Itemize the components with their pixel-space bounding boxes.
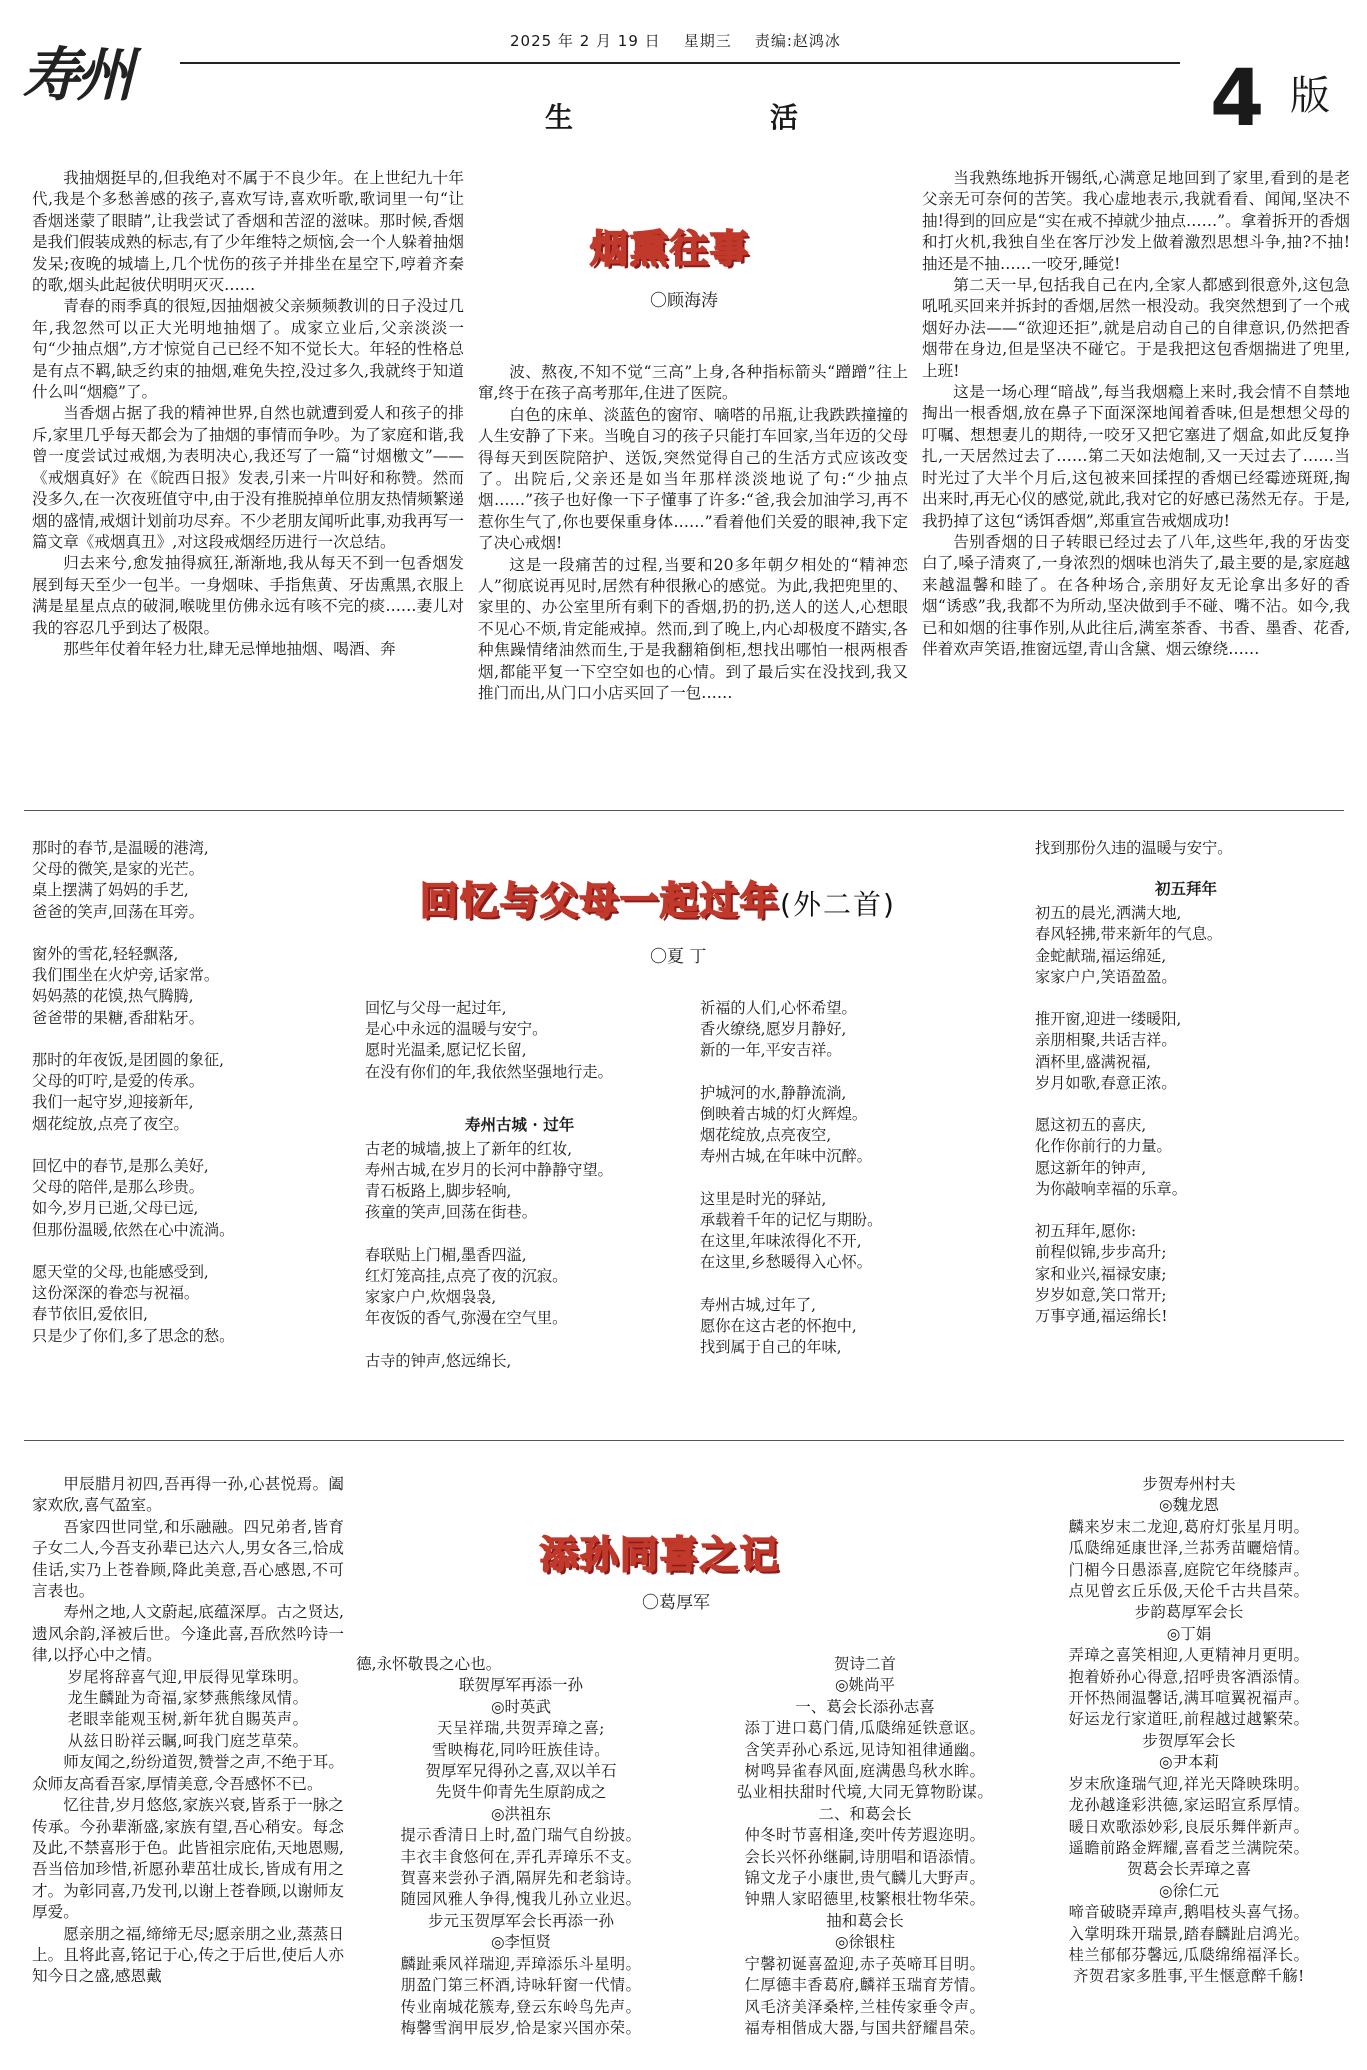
poem-heading: ◎尹本莉 bbox=[1158, 1753, 1220, 1772]
paragraph: 那些年仗着年轻力壮,肆无忌惮地抽烟、喝酒、奔 bbox=[63, 639, 396, 658]
verse-line: 龙孙越逢彩洪德,家运昭宣系厚情。 bbox=[1068, 1796, 1310, 1815]
paragraph: 波、熬夜,不知不觉“三高”上身,各种指标箭头“蹭蹭”往上窜,终于在孩子高考那年,住进了医院。 bbox=[478, 363, 908, 403]
newspaper-logo: 寿州 bbox=[22, 41, 131, 109]
poem-heading: ◎徐仁元 bbox=[1158, 1881, 1220, 1900]
verse-line: 齐贺君家多胜事,平生惬意醉千觞! bbox=[1073, 1967, 1305, 1986]
verse-line: 瓜瓞绵延康世泽,兰荪秀苗曬焙情。 bbox=[1068, 1539, 1310, 1558]
section-char-2: 活 bbox=[770, 101, 799, 134]
verse-line: 丰衣丰食悠何在,弄孔弄璋乐不支。 bbox=[400, 1847, 642, 1866]
verse-line: 随园风雅人争得,愧我儿孙立业迟。 bbox=[400, 1890, 642, 1909]
verse-line: 抱着娇孙心得意,招呼贵客酒添情。 bbox=[1068, 1667, 1310, 1686]
poem3-title: 初五拜年 bbox=[1155, 879, 1218, 899]
poem-heading: 联贺厚军再添一孙 bbox=[458, 1676, 583, 1695]
article2-col2b: 古老的城墙,披上了新年的红妆, 寿州古城,在岁月的长河中静静守望。 青石板路上,脚步轻响, 孩童的笑声,回荡在街巷。 春联贴上门楣,墨香四溢, 红灯笼高挂,点亮了夜的沉寂。 家家户户,炊烟袅袅, 年夜饭的香气,弥漫在空气里。 古寺的钟声,悠远绵长, bbox=[365, 1139, 613, 1370]
paragraph: 告别香烟的日子转眼已经过去了八年,这些年,我的牙齿变白了,嗓子清爽了,一身浓烈的烟味也消失了,最主要的是,家庭越来越温馨和睦了。在各种场合,亲朋好友无论拿出多好的香烟“诱惑”我,我都不为所动,坚决做到手不碰、嘴不沾。如今,我已和如烟的往事作别,从此往后,满室茶香、书香、墨香、花香,伴着欢声笑语,推窗远望,青山含黛、烟云缭绕…… bbox=[922, 532, 1350, 658]
verse-line: 賀喜来尝孙子酒,隔屏先和老翁诗。 bbox=[400, 1869, 642, 1888]
article1-col1 bbox=[32, 168, 464, 660]
verse-line: 入掌明珠开瑞景,踏春麟趾启鸿光。 bbox=[1068, 1924, 1310, 1943]
verse-line: 宁馨初诞喜盈迎,赤子英啼耳目明。 bbox=[744, 1954, 986, 1973]
verse-line: 天呈祥瑞,共贺弄璋之喜; bbox=[437, 1719, 605, 1738]
article2-col4b: 初五的晨光,洒满大地, 春风轻拂,带来新年的气息。 金蛇献瑞,福运绵延, 家家户户,笑语盈盈。 推开窗,迎进一缕暖阳, 亲朋相聚,共话吉祥。 酒杯里,盛满祝福, 岁月如歌,春意正浓。 愿这初五的喜庆, 化作你前行的力量。 愿这新年的钟声, 为你敲响幸福的乐章。 初五拜年,愿你: 前程似锦,步步高升; 家和业兴,福禄安康; 岁岁如意,笑口常开; 万事亨通,福运绵长! bbox=[1035, 904, 1223, 1326]
paragraph: 归去来兮,愈发抽得疯狂,渐渐地,我从每天不到一包香烟发展到每天至少一包半。一身烟味、手指焦黄、牙齿熏黑,衣服上满是星星点点的破洞,喉咙里仿佛永远有咳不完的痰……妻儿对我的容忍几乎到达了极限。 bbox=[32, 554, 464, 637]
verse-line: 朋盈门第三杯酒,诗咏轩窗一代情。 bbox=[400, 1976, 642, 1995]
poem-heading: 贺厚军兄得孙之喜,双以羊石 bbox=[425, 1762, 617, 1781]
verse-line: 老眼幸能观玉树,新年犹自賜英声。 bbox=[67, 1710, 309, 1729]
verse-line: 门楣今日愚添喜,庭院它年绕膝声。 bbox=[1068, 1560, 1310, 1579]
paragraph: 这是一场心理“暗战”,每当我烟瘾上来时,我会情不自禁地掏出一根香烟,放在鼻子下面深深地闻着香味,但是想想父母的叮嘱、想想妻儿的期待,一咬牙又把它塞进了烟盒,如此反复挣扎,一天居然过去了……第二天如法炮制,又一天过去了……当时光过了大半个月后,这包被来回揉捏的香烟已经霉迹斑斑,掏出来时,再无心仪的感觉,就此,我对它的好感已荡然无存。于是,我扔掉了这包“诱饵香烟”,郑重宣告戒烟成功! bbox=[922, 383, 1350, 530]
poem-heading: 步贺厚军会长 bbox=[1142, 1731, 1236, 1750]
verse-line: 梅馨雪润甲辰岁,恰是家兴国亦荣。 bbox=[400, 2018, 642, 2037]
verse-line: 麟趾乘风祥瑞迎,弄璋添乐斗星明。 bbox=[400, 1954, 642, 1973]
poem-heading: 一、葛会长添孙志喜 bbox=[795, 1697, 935, 1716]
poem-heading: 二、和葛会长 bbox=[818, 1804, 912, 1823]
verse-line: 开怀热闹温馨话,满耳喧翼祝福声。 bbox=[1068, 1689, 1310, 1708]
editor: 责编:赵鸿冰 bbox=[754, 32, 841, 50]
article3-col2 bbox=[356, 1654, 686, 2039]
article3-col3 bbox=[700, 1654, 1030, 2039]
verse-line: 含笑弄孙心系远,见诗知祖律通幽。 bbox=[744, 1740, 986, 1759]
paragraph: 当香烟占据了我的精神世界,自然也就遭到爱人和孩子的排斥,家里几乎每天都会为了抽烟的事情而争吵。为了家庭和谐,我曾一度尝试过戒烟,为表明决心,我还写了一篇“讨烟檄文”——《戒烟真好》在《皖西日报》发表,引来一片叫好和称赞。然而没多久,在一次夜班值守中,由于没有推脱掉单位朋友热情频繁递烟的盛情,戒烟计划前功尽弃。不少老朋友闻听此事,劝我再写一篇文章《戒烟真丑》,对这段戒烟经历进行一次总结。 bbox=[32, 404, 464, 551]
verse-line: 桂兰郁郁芬馨远,瓜瓞绵绵福泽长。 bbox=[1068, 1945, 1310, 1964]
verse-line: 遥瞻前路金辉耀,喜看芝兰满院荣。 bbox=[1068, 1838, 1310, 1857]
poem-heading: 步韵葛厚军会长 bbox=[1134, 1603, 1244, 1622]
article2-title: 回忆与父母一起过年 bbox=[420, 879, 781, 923]
poem-heading: 先贤牛仰青先生原韵成之 bbox=[435, 1783, 607, 1802]
article2-title-block bbox=[420, 870, 896, 925]
article1-title: 烟熏往事 bbox=[590, 227, 751, 271]
article3-title: 添孙同喜之记 bbox=[540, 1533, 781, 1577]
paragraph: 寿州之地,人文蔚起,底蕴深厚。古之贤达,遗风余韵,泽被后世。今逢此喜,吾欣然吟诗一律,以抒心中之情。 bbox=[32, 1603, 344, 1665]
paragraph: 甲辰腊月初四,吾再得一孙,心甚悦焉。阖家欢欣,喜气盈室。 bbox=[32, 1475, 344, 1515]
date: 2025 年 2 月 19 日 bbox=[510, 32, 661, 50]
article2-col2 bbox=[365, 998, 695, 1372]
paragraph: 忆往昔,岁月悠悠,家族兴衰,皆系于一脉之传承。今孙辈渐盛,家族有望,吾心稍安。每念及此,不禁喜形于色。此皆祖宗庇佑,天地恩赐,吾当倍加珍惜,祈愿孙辈茁壮成长,皆成有用之才。为彰同喜,乃发刊,以谢上苍眷顾,以谢师友厚爱。 bbox=[32, 1796, 344, 1922]
section-divider-1 bbox=[24, 810, 1344, 811]
verse-line: 雪映梅花,同吟旺族佳诗。 bbox=[432, 1740, 610, 1759]
verse-line: 风毛济美泽桑梓,兰桂传家垂令声。 bbox=[744, 1997, 986, 2016]
poem-heading: ◎李恒贤 bbox=[490, 1933, 552, 1952]
poem-heading: ◎洪祖东 bbox=[490, 1804, 552, 1823]
paragraph: 白色的床单、淡蓝色的窗帘、嘀嗒的吊瓶,让我跌跌撞撞的人生安静了下来。当晚自习的孩子只能打车回家,当年迈的父母得每天到医院陪护、送饭,突然觉得自己的生活方式应该改变了。出院后,父亲还是如当年那样淡淡地说了句:“少抽点烟……”孩子也好像一下子懂事了许多:“爸,我会加油学习,再不惹你生气了,你也要保重身体……”看着他们关爱的眼神,我下定了决心戒烟! bbox=[478, 405, 908, 553]
poem-heading: ◎丁娟 bbox=[1166, 1624, 1212, 1643]
article2-col2a: 回忆与父母一起过年, 是心中永远的温暖与安宁。 愿时光温柔,愿记忆长留, 在没有你们的年,我依然坚强地行走。 bbox=[365, 999, 613, 1081]
paragraph: 愿亲朋之福,缔缔无尽;愿亲朋之业,蒸蒸日上。且将此喜,铭记于心,传之于后世,使后人亦知今日之盛,感恩戴 bbox=[32, 1924, 344, 1986]
article2-col4 bbox=[1035, 838, 1345, 1327]
article2-col1: 那时的春节,是温暖的港湾, 父母的微笑,是家的光芒。 桌上摆满了妈妈的手艺, 爸爸的笑声,回荡在耳旁。 窗外的雪花,轻轻飘落, 我们围坐在火炉旁,话家常。 妈妈蒸的花馍,热气腾腾, 爸爸带的果糖,香甜粘牙。 那时的年夜饭,是团圆的象征, 父母的叮咛,是爱的传承。 我们一起守岁,迎接新年, 烟花绽放,点亮了夜空。 回忆中的春节,是那么美好, 父母的陪伴,是那么珍贵。 如今,岁月已逝,父母已远, 但那份温暖,依然在心中流淌。 愿天堂的父母,也能感受到, 这份深深的眷恋与祝福。 春节依旧,爱依旧, 只是少了你们,多了思念的愁。 bbox=[32, 839, 235, 1345]
article2-author: 〇夏 丁 bbox=[650, 947, 707, 967]
verse-line: 麟来岁末二龙迎,葛府灯张星月明。 bbox=[1068, 1517, 1310, 1536]
verse-line: 龙生麟趾为奇福,家梦燕熊缘凤情。 bbox=[67, 1689, 309, 1708]
verse-line: 福寿相偕成大器,与国共舒耀昌荣。 bbox=[744, 2018, 986, 2037]
page-unit: 版 bbox=[1290, 73, 1330, 119]
paragraph: 我抽烟挺早的,但我绝对不属于不良少年。在上世纪九十年代,我是个多愁善感的孩子,喜欢写诗,喜欢听歌,歌词里一句“让香烟迷蒙了眼睛”,让我尝试了香烟和苦涩的滋味。那时候,香烟是我们假装成熟的标志,有了少年维特之烦恼,会一个人躲着抽烟发呆;夜晚的城墙上,几个忧伤的孩子并排坐在星空下,哼着齐秦的歌,烟头此起彼伏明明灭灭…… bbox=[32, 169, 464, 295]
verse-line: 树鸣异雀春风面,庭满愚鸟秋水眸。 bbox=[744, 1762, 986, 1781]
verse-line: 啼音破晓弄璋声,鹅唱枝头喜气扬。 bbox=[1068, 1903, 1310, 1922]
article2-col4a: 找到那份久违的温暖与安宁。 bbox=[1035, 839, 1233, 857]
verse-line: 暖日欢歌添妙彩,良辰乐舞伴新声。 bbox=[1068, 1817, 1310, 1836]
verse-line: 点见曾玄丘乐伋,天伦千古共昌荣。 bbox=[1068, 1582, 1310, 1601]
verse-line: 仲冬时节喜相逢,奕叶传芳遐迩明。 bbox=[744, 1826, 986, 1845]
paragraph: 第二天一早,包括我自己在内,全家人都感到很意外,这包急吼吼买回来并拆封的香烟,居然一根没动。我突然想到了一个戒烟好办法——“欲迎还拒”,就是启动自己的自律意识,仍然把香烟带在身边,但是坚决不碰它。于是我把这包香烟揣进了兜里,上班! bbox=[922, 276, 1350, 380]
verse-line: 钟鼎人家昭德里,枝繁根壮物华荣。 bbox=[744, 1890, 986, 1909]
article1-col3 bbox=[922, 168, 1350, 660]
section-divider-2 bbox=[24, 1440, 1344, 1441]
article1-col2 bbox=[478, 362, 908, 705]
weekday: 星期三 bbox=[683, 32, 732, 50]
page-number: 4 bbox=[1210, 54, 1265, 144]
paragraph: 当我熟练地拆开锡纸,心满意足地回到了家里,看到的是老父亲无可奈何的苦笑。我心虚地表示,我就看看、闻闻,坚决不抽!得到的回应是“实在戒不掉就少抽点……”。拿着拆开的香烟和打火机,我独自坐在客厅沙发上做着激烈思想斗争,抽?不抽!抽还是不抽……一咬牙,睡觉! bbox=[922, 169, 1350, 273]
paragraph: 德,永怀敬畏之心也。 bbox=[356, 1655, 502, 1673]
poem-heading: ◎魏龙恩 bbox=[1158, 1496, 1220, 1515]
verse-line: 会长兴怀孙继嗣,诗朋唱和语添情。 bbox=[744, 1847, 986, 1866]
verse-line: 好运龙行家道旺,前程越过越繁荣。 bbox=[1068, 1710, 1310, 1729]
verse-line: 岁尾将辞喜气迎,甲辰得见掌珠明。 bbox=[67, 1667, 309, 1686]
verse-line: 岁末欣逢瑞气迎,祥光天降映珠明。 bbox=[1068, 1774, 1310, 1793]
poem-heading: ◎姚尚平 bbox=[834, 1676, 896, 1695]
article1-author: 〇顾海涛 bbox=[650, 291, 718, 311]
verse-line: 弘业相扶甜时代境,大同无算物盼谋。 bbox=[736, 1783, 994, 1802]
verse-line: 提示香清日上时,盈门瑞气自纷披。 bbox=[400, 1826, 642, 1845]
verse-line: 从兹日盼祥云瞩,呵我门庭芝草荣。 bbox=[67, 1731, 309, 1750]
poem-heading: 贺葛会长弄璋之喜 bbox=[1126, 1860, 1251, 1879]
poem-heading: 贺诗二首 bbox=[833, 1655, 896, 1673]
verse-line: 传业南城花簇寿,登云东岭鸟先声。 bbox=[400, 1997, 642, 2016]
poem-heading: ◎时英武 bbox=[490, 1697, 552, 1716]
poem2-title: 寿州古城 · 过年 bbox=[465, 1114, 575, 1134]
poem-heading: 步贺寿州村夫 bbox=[1142, 1475, 1236, 1493]
section-char-1: 生 bbox=[545, 101, 574, 134]
paragraph: 吾家四世同堂,和乐融融。四兄弟者,皆育子女二人,今吾支孙辈已达六人,男女各三,恰成佳话,实乃上苍眷顾,降此美意,吾心感恩,不可言表也。 bbox=[32, 1517, 344, 1601]
verse-line: 弄璋之喜笑相迎,人更精神月更明。 bbox=[1068, 1646, 1310, 1665]
article3-col4 bbox=[1030, 1474, 1348, 1988]
verse-line: 仁厚德丰香葛府,麟祥玉瑞育芳情。 bbox=[744, 1976, 986, 1995]
article2-subtitle: (外二首) bbox=[780, 888, 896, 921]
paragraph: 青春的雨季真的很短,因抽烟被父亲频频教训的日子没过几年,我忽然可以正大光明地抽烟了。成家立业后,父亲淡淡一句“少抽点烟”,方才惊觉自己已经不知不觉长大。年轻的性格总是有点不羁,缺乏约束的抽烟,难免失控,没过多久,我就终于知道什么叫“烟瘾”了。 bbox=[32, 297, 464, 402]
article2-col3: 祈福的人们,心怀希望。 香火缭绕,愿岁月静好, 新的一年,平安吉祥。 护城河的水,静静流淌, 倒映着古城的灯火辉煌。 烟花绽放,点亮夜空, 寿州古城,在年味中沉醉。 这里是时光的驿站, 承载着千年的记忆与期盼。 在这里,年味浓得化不开, 在这里,乡愁暖得入心怀。 寿州古城,过年了, 愿你在这古老的怀抱中, 找到属于自己的年味, bbox=[700, 999, 883, 1357]
verse-line: 锦文龙子小康世,贵气麟儿大野声。 bbox=[744, 1869, 986, 1888]
verse-line: 添丁进口葛门倩,瓜瓞绵延铁意讴。 bbox=[744, 1719, 986, 1738]
masthead-rule bbox=[180, 62, 1180, 64]
dateline bbox=[510, 30, 841, 51]
paragraph: 师友闻之,纷纷道贺,赞誉之声,不绝于耳。众师友高看吾家,厚情美意,令吾感怀不已。 bbox=[32, 1753, 344, 1793]
poem-heading: 抽和葛会长 bbox=[826, 1911, 904, 1930]
article3-col1 bbox=[32, 1474, 344, 1988]
poem-heading: 步元玉贺厚军会长再添一孙 bbox=[427, 1911, 614, 1930]
poem-heading: ◎徐银柱 bbox=[834, 1933, 896, 1952]
paragraph: 这是一段痛苦的过程,当要和20多年朝夕相处的“精神恋人”彻底说再见时,居然有种很揪心的感觉。为此,我把兜里的、家里的、办公室里所有剩下的香烟,扔的扔,送人的送人,心想眼不见心不烦,肯定能戒掉。然而,到了晚上,内心却极度不踏实,各种焦躁情绪油然而生,于是我翻箱倒柜,想找出哪怕一根两根香烟,都能平复一下空空如也的心情。到了最后实在没找到,我又推门而出,从门口小店买回了一包…… bbox=[478, 555, 908, 703]
article3-author: 〇葛厚军 bbox=[642, 1593, 710, 1613]
